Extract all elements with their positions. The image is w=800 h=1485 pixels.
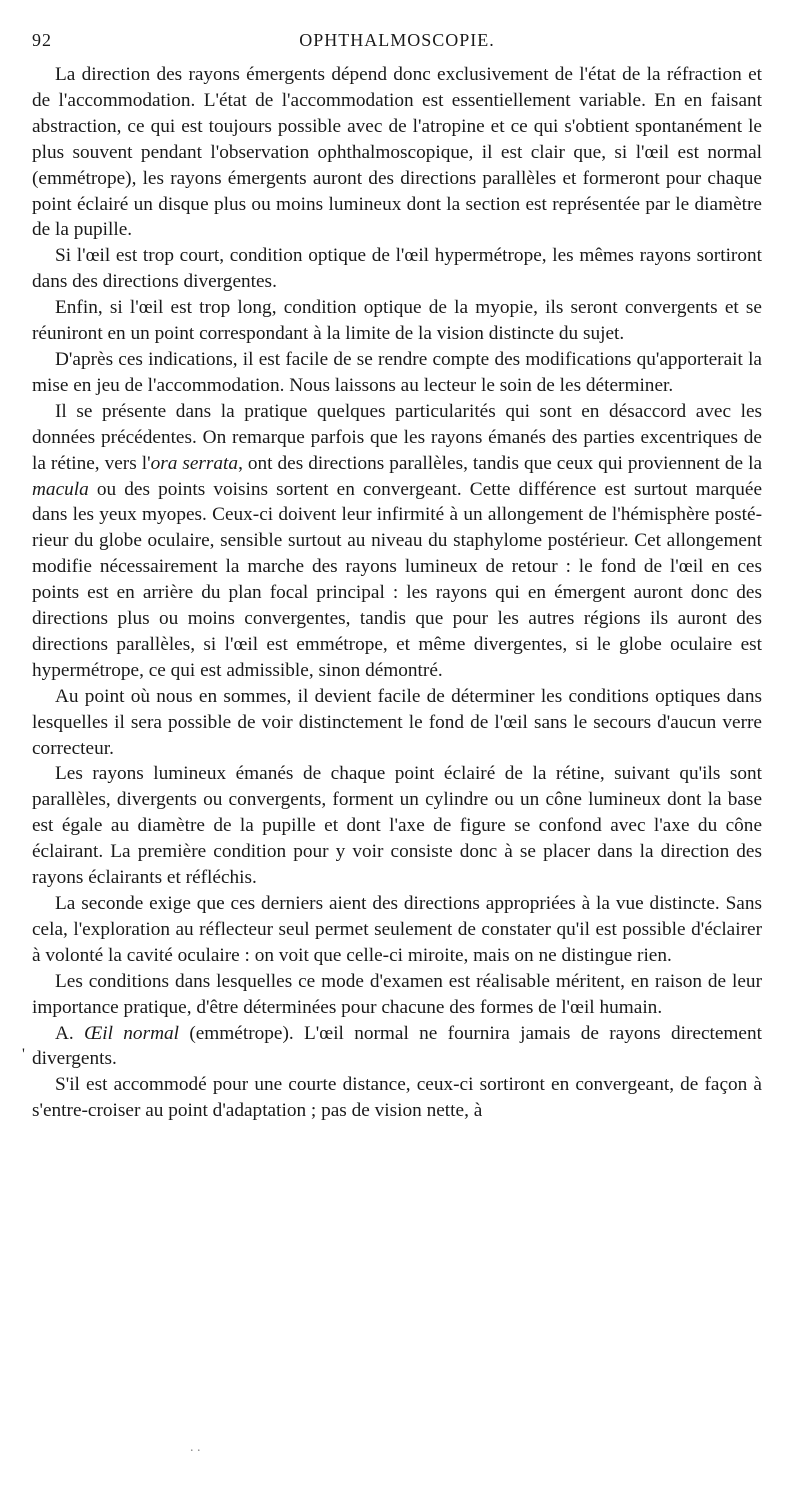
paragraph: Si l'œil est trop court, condition optique de l'œil hypermétrope, les mêmes rayons sortiront dans des directions divergentes. (32, 245, 762, 293)
page-number: 92 (32, 30, 52, 50)
paragraph: Enfin, si l'œil est trop long, condition optique de la myopie, ils seront convergents et se réuniront en un point correspondant à la limite de la vision distincte du sujet. (32, 297, 762, 345)
paragraph: Les rayons lumineux émanés de chaque point éclairé de la rétine, suivant qu'ils sont parallèles, divergents ou convergents, forment un cylindre ou un cône lumineux dont la base est égale au diamètre de la pupille et dont l'axe de figure se confond avec l'axe du cône éclairant. La première condition pour y voir consiste donc à se placer dans la direction des rayons éclairants et réfléchis. (32, 763, 762, 889)
text-run: , ont des directions parallèles, tandis que ceux qui proviennent de la (238, 452, 763, 474)
paragraph: La seconde exige que ces derniers aient des directions appropriées à la vue distincte. Sans cela, l'exploration au réflecteur seul permet seulement de constater qu'il est possible d'éclairer à volonté la cavité oculaire : on voit que celle-ci miroite, mais on ne distingue rien. (32, 893, 762, 966)
page-header (32, 30, 762, 56)
paragraph-ora-serrata (32, 399, 762, 684)
section-label: A. (55, 1022, 85, 1044)
section-a-paragraph (32, 1021, 762, 1073)
paragraph: Au point où nous en sommes, il devient facile de déterminer les conditions optiques dans lesquelles il sera possible de voir distinctement le fond de l'œil sans le secours d'aucun verre correcteur. (32, 685, 762, 759)
italic-term-macula: macula (32, 478, 89, 500)
text-run: ou des points voisins sortent en convergeant. Cette différence est surtout marquée dans les yeux myopes. Ceux-ci doivent leur infirmité à un allongement de l'hémisphère postérieur du globe oculaire, sensible surtout au niveau du staphylome postérieur. Cet allongement modifie nécessairement la marche des rayons lumineux de retour : le fond de l'œil en ces points est en arrière du plan focal principal : les rayons qui en émergent auront donc des directions plus ou moins convergentes, tandis que pour les autres régions ils auront des directions parallèles, si l'œil est emmétrope, et même divergentes, si le globe oculaire est hypermétrope, ce qui est admissible, sinon démontré. (32, 478, 762, 681)
paragraph-last: S'il est accommodé pour une courte distance, ceux-ci sortiront en convergeant, de façon à s'entre-croiser au point d'adaptation ; pas de vision nette, à (32, 1074, 762, 1122)
section-title-italic: Œil normal (84, 1022, 179, 1044)
footer-dots: . . (190, 1440, 201, 1455)
text-run: Il se présente dans la pratique quelques particularités qui sont en désaccord avec les données précédentes. On remarque parfois que les rayons émanés des parties excentriques de la rétine, vers l' (32, 400, 762, 474)
marginal-mark: ' (22, 1046, 25, 1063)
paragraph: La direction des rayons émergents dépend donc exclusivement de l'état de la réfraction et de l'accommodation. L'état de l'accommodation est essentiellement variable. En en faisant abstraction, ce qui est toujours possible avec de l'atropine et ce qui s'obtient spontanément le plus souvent pendant l'observation ophthalmoscopique, il est clair que, si l'œil est normal (emmétrope), les rayons émergents auront des directions parallèles et formeront pour chaque point éclairé un disque plus ou moins lumineux dont la section est représentée par le diamètre de la pupille. (32, 64, 762, 241)
body-text (32, 62, 762, 1124)
italic-term-ora-serrata: ora serrata (150, 452, 239, 474)
running-title: OPHTHALMOSCOPIE. (299, 30, 495, 50)
text-run: (emmétrope). L'œil normal ne fournira jamais de rayons directement divergents. (32, 1022, 762, 1070)
document-page (32, 30, 762, 1124)
paragraph: D'après ces indications, il est facile de se rendre compte des modifications qu'apporterait la mise en jeu de l'accommodation. Nous laissons au lecteur le soin de les déterminer. (32, 348, 762, 396)
paragraph: Les conditions dans lesquelles ce mode d'examen est réalisable méritent, en raison de leur importance pratique, d'être déterminées pour chacune des formes de l'œil humain. (32, 970, 762, 1018)
